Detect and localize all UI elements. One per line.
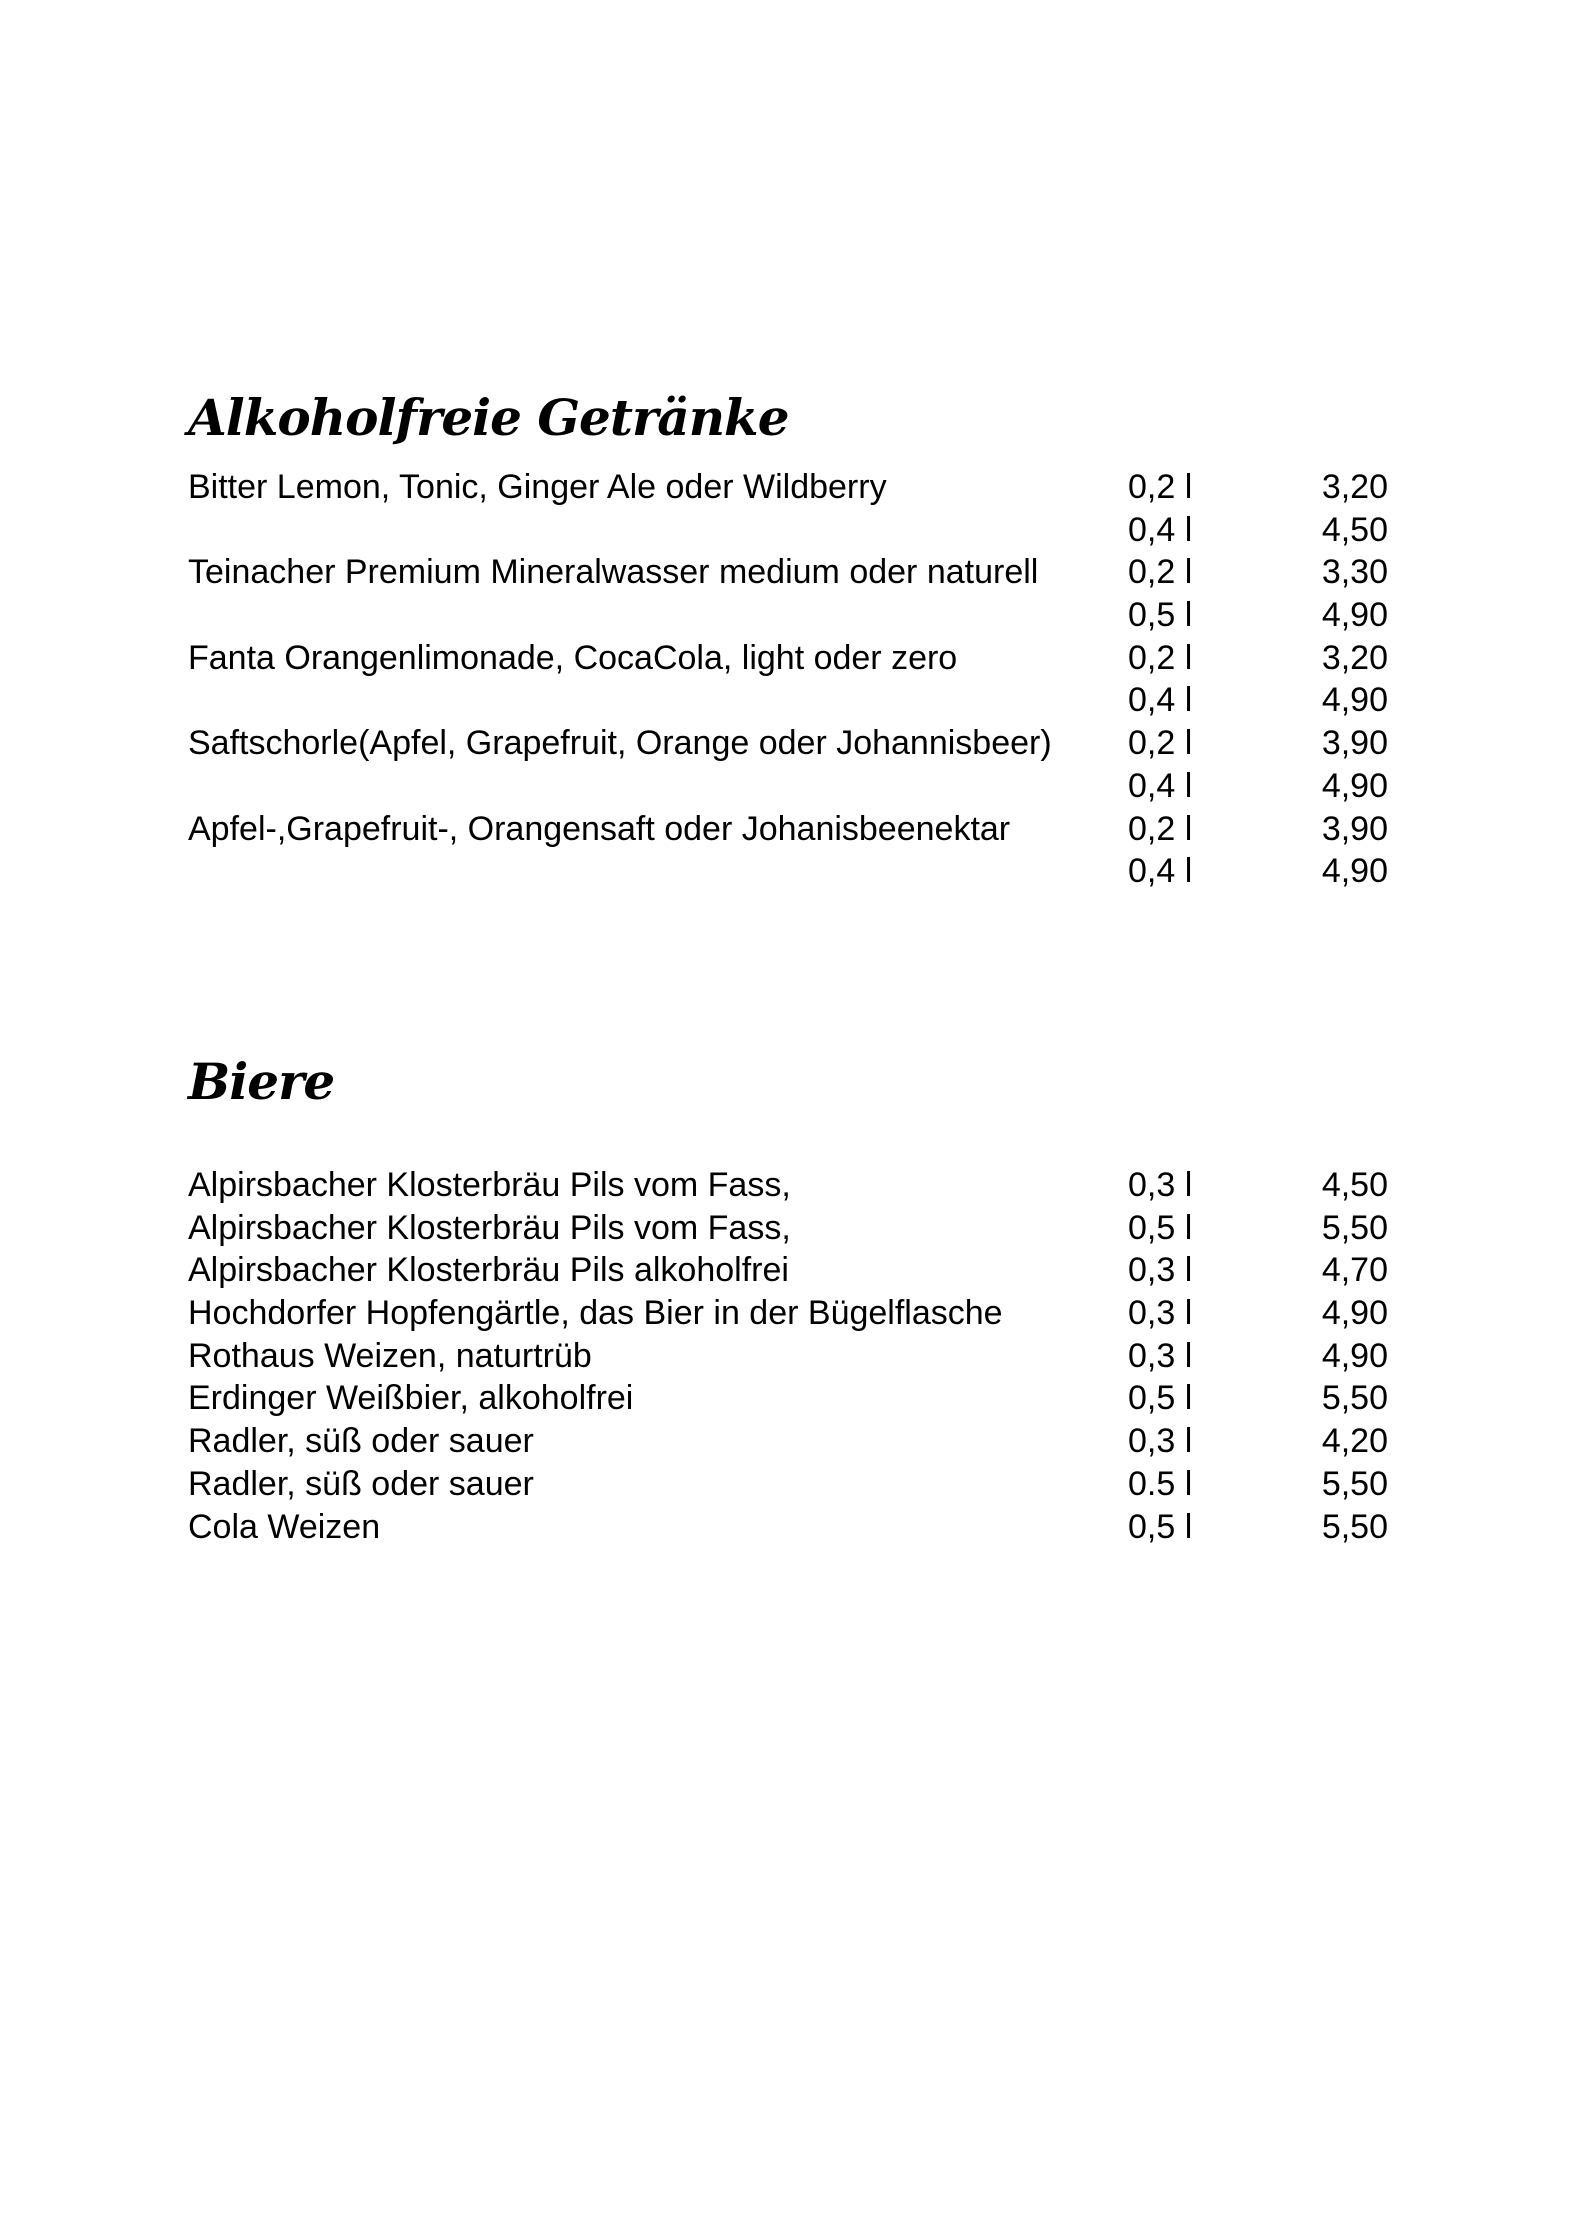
menu-item-price: 4,90 <box>1321 852 1388 891</box>
menu-item-name: Saftschorle(Apfel, Grapefruit, Orange oder Johannisbeer) <box>188 724 1052 763</box>
menu-item-row <box>188 765 1408 808</box>
menu-item-row <box>188 1506 1408 1549</box>
menu-item-price: 3,20 <box>1321 638 1388 677</box>
menu-item-size: 0,3 l <box>1128 1166 1193 1204</box>
menu-item-row <box>188 722 1408 765</box>
menu-item-size: 0,3 l <box>1128 1294 1193 1333</box>
menu-item-size: 0,4 l <box>1128 510 1193 549</box>
menu-item-row <box>188 551 1408 594</box>
menu-item-size: 0,5 l <box>1128 596 1193 635</box>
menu-item-row <box>188 1249 1408 1292</box>
menu-item-row <box>188 637 1408 680</box>
menu-item-price: 3,90 <box>1321 809 1388 848</box>
menu-item-name: Hochdorfer Hopfengärtle, das Bier in der Bügelflasche <box>188 1294 1003 1333</box>
menu-item-price: 5,50 <box>1321 1464 1388 1503</box>
menu-item-row <box>188 1207 1408 1250</box>
menu-item-size: 0,4 l <box>1128 681 1193 720</box>
menu-item-price: 5,50 <box>1321 1208 1388 1247</box>
menu-item-row <box>188 1463 1408 1506</box>
menu-item-name: Alpirsbacher Klosterbräu Pils vom Fass, <box>188 1208 791 1247</box>
menu-item-price: 4,90 <box>1321 681 1388 720</box>
section-title: Alkoholfreie Getränke <box>188 388 789 447</box>
menu-item-price: 4,90 <box>1321 1294 1388 1333</box>
menu-item-price: 3,30 <box>1321 553 1388 592</box>
menu-list <box>188 466 1408 893</box>
menu-item-price: 3,20 <box>1321 468 1388 506</box>
menu-item-name: Apfel-,Grapefruit-, Orangensaft oder Johanisbeenektar <box>188 809 1011 848</box>
menu-item-row <box>188 1377 1408 1420</box>
menu-item-size: 0,2 l <box>1128 468 1193 506</box>
menu-item-row <box>188 509 1408 552</box>
section-biere <box>188 1052 1408 1548</box>
menu-item-row <box>188 679 1408 722</box>
menu-item-size: 0,3 l <box>1128 1251 1193 1290</box>
menu-item-price: 4,90 <box>1321 766 1388 805</box>
menu-item-size: 0,2 l <box>1128 809 1193 848</box>
menu-item-row <box>188 1420 1408 1463</box>
menu-item-price: 4,50 <box>1321 510 1388 549</box>
menu-item-size: 0,3 l <box>1128 1336 1193 1375</box>
section-alkoholfreie-getraenke <box>188 388 1408 893</box>
menu-item-row <box>188 466 1408 509</box>
menu-item-size: 0,5 l <box>1128 1507 1193 1546</box>
section-title: Biere <box>188 1052 335 1111</box>
menu-item-row <box>188 1335 1408 1378</box>
menu-item-name: Cola Weizen <box>188 1507 381 1546</box>
menu-item-name: Teinacher Premium Mineralwasser medium oder naturell <box>188 553 1039 592</box>
menu-item-row <box>188 850 1408 893</box>
menu-item-price: 4,70 <box>1321 1251 1388 1290</box>
menu-item-name: Fanta Orangenlimonade, CocaCola, light oder zero <box>188 638 958 677</box>
menu-item-name: Alpirsbacher Klosterbräu Pils vom Fass, <box>188 1166 791 1204</box>
menu-item-size: 0.5 l <box>1128 1464 1193 1503</box>
menu-item-size: 0,2 l <box>1128 553 1193 592</box>
menu-item-row <box>188 1164 1408 1207</box>
menu-item-name: Alpirsbacher Klosterbräu Pils alkoholfrei <box>188 1251 789 1290</box>
menu-item-size: 0,5 l <box>1128 1208 1193 1247</box>
menu-item-price: 4,20 <box>1321 1422 1388 1461</box>
menu-item-price: 5,50 <box>1321 1379 1388 1418</box>
menu-item-name: Bitter Lemon, Tonic, Ginger Ale oder Wildberry <box>188 468 887 506</box>
menu-item-row <box>188 594 1408 637</box>
menu-item-row <box>188 1292 1408 1335</box>
menu-item-size: 0,5 l <box>1128 1379 1193 1418</box>
menu-list <box>188 1164 1408 1548</box>
menu-item-price: 4,50 <box>1321 1166 1388 1204</box>
menu-item-price: 5,50 <box>1321 1507 1388 1546</box>
menu-item-size: 0,4 l <box>1128 852 1193 891</box>
menu-item-size: 0,2 l <box>1128 638 1193 677</box>
menu-item-price: 3,90 <box>1321 724 1388 763</box>
menu-item-name: Radler, süß oder sauer <box>188 1422 534 1461</box>
menu-item-size: 0,2 l <box>1128 724 1193 763</box>
menu-item-price: 4,90 <box>1321 1336 1388 1375</box>
menu-item-name: Rothaus Weizen, naturtrüb <box>188 1336 592 1375</box>
menu-item-name: Radler, süß oder sauer <box>188 1464 534 1503</box>
menu-item-size: 0,3 l <box>1128 1422 1193 1461</box>
menu-item-row <box>188 808 1408 851</box>
menu-item-name: Erdinger Weißbier, alkoholfrei <box>188 1379 634 1418</box>
menu-item-price: 4,90 <box>1321 596 1388 635</box>
menu-item-size: 0,4 l <box>1128 766 1193 805</box>
